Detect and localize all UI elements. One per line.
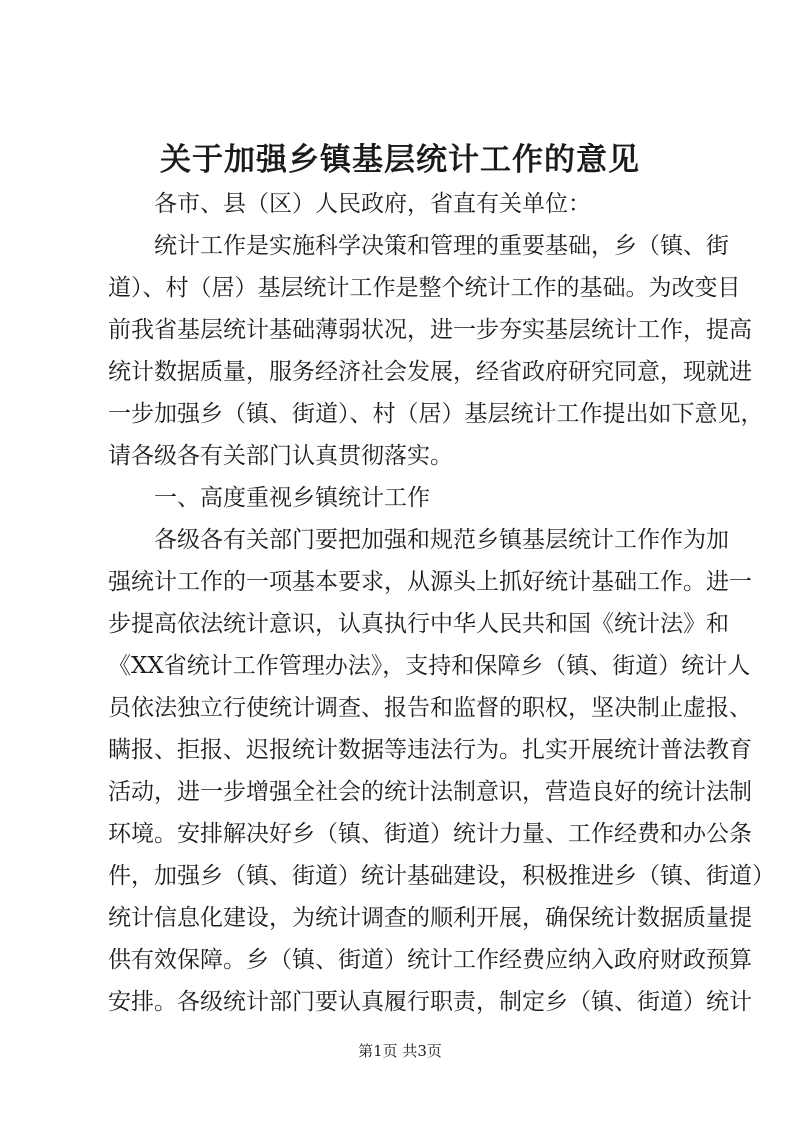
document-title: 关于加强乡镇基层统计工作的意见 bbox=[160, 142, 640, 178]
paragraph-line: 强统计工作的一项基本要求，从源头上抓好统计基础工作。进一 bbox=[108, 569, 752, 595]
paragraph-line: 瞒报、拒报、迟报统计数据等违法行为。扎实开展统计普法教育 bbox=[108, 737, 752, 763]
paragraph-line: 一步加强乡（镇、街道）、村（居）基层统计工作提出如下意见， bbox=[108, 401, 764, 427]
paragraph-line: 统计数据质量，服务经济社会发展，经省政府研究同意，现就进 bbox=[108, 359, 752, 385]
paragraph-line: 《XX省统计工作管理办法》，支持和保障乡（镇、街道）统计人 bbox=[108, 653, 751, 679]
paragraph-line: 员依法独立行使统计调查、报告和监督的职权，坚决制止虚报、 bbox=[108, 695, 752, 721]
paragraph-line: 请各级各有关部门认真贯彻落实。 bbox=[108, 443, 453, 469]
paragraph-line: 道）、村（居）基层统计工作是整个统计工作的基础。为改变目 bbox=[108, 275, 741, 301]
paragraph-line: 环境。安排解决好乡（镇、街道）统计力量、工作经费和办公条 bbox=[108, 821, 752, 847]
salutation-line: 各市、县（区）人民政府，省直有关单位： bbox=[154, 191, 591, 217]
paragraph-line: 统计工作是实施科学决策和管理的重要基础，乡（镇、街 bbox=[154, 233, 729, 259]
document-body bbox=[108, 183, 775, 1023]
paragraph-line: 统计信息化建设，为统计调查的顺利开展，确保统计数据质量提 bbox=[108, 905, 752, 931]
paragraph-line: 前我省基层统计基础薄弱状况，进一步夯实基层统计工作，提高 bbox=[108, 317, 752, 343]
paragraph-line: 供有效保障。乡（镇、街道）统计工作经费应纳入政府财政预算 bbox=[108, 947, 752, 973]
page-number-footer: 第1页 共3页 bbox=[358, 1042, 442, 1060]
paragraph-line: 步提高依法统计意识，认真执行中华人民共和国《统计法》和 bbox=[108, 611, 729, 637]
paragraph-line: 各级各有关部门要把加强和规范乡镇基层统计工作作为加 bbox=[154, 527, 729, 553]
paragraph-line: 安排。各级统计部门要认真履行职责，制定乡（镇、街道）统计 bbox=[108, 989, 752, 1015]
section-heading: 一、高度重视乡镇统计工作 bbox=[154, 485, 430, 511]
paragraph-line: 活动，进一步增强全社会的统计法制意识，营造良好的统计法制 bbox=[108, 779, 752, 805]
paragraph-line: 件，加强乡（镇、街道）统计基础建设，积极推进乡（镇、街道） bbox=[108, 863, 775, 889]
